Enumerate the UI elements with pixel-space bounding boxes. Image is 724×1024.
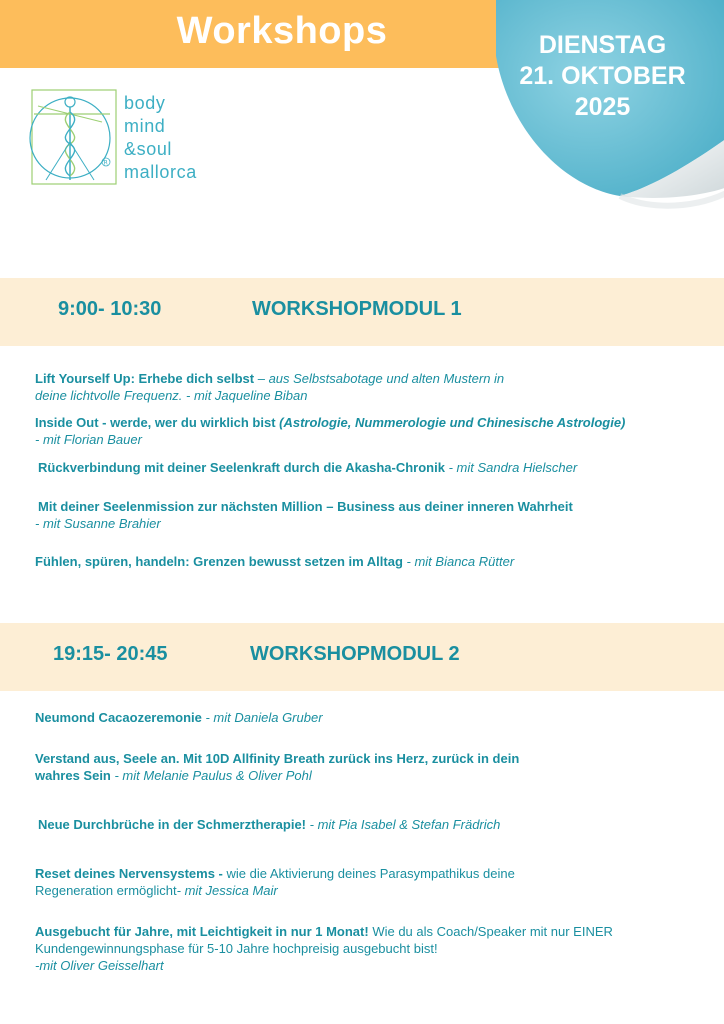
module2-session-2: Verstand aus, Seele an. Mit 10D Allfinity Breath zurück ins Herz, zurück in dein wahres Sein - mit Melanie Paulus & Oliver Pohl	[35, 751, 520, 783]
logo-line-2: mind	[124, 116, 166, 136]
module1-session-1: Lift Yourself Up: Erhebe dich selbst – aus Selbstsabotage und alten Mustern in deine lichtvolle Frequenz. - mit Jaqueline Biban	[35, 371, 505, 403]
logo-wordmark	[124, 92, 197, 184]
module1-session-2: Inside Out - werde, wer du wirklich bist (Astrologie, Nummerologie und Chinesische Astrologie) - mit Florian Bauer	[35, 415, 626, 447]
logo-line-1: body	[124, 93, 166, 113]
module1-session-3: Rückverbindung mit deiner Seelenkraft durch die Akasha-Chronik - mit Sandra Hielscher	[38, 460, 578, 475]
module2-session-1: Neumond Cacaozeremonie - mit Daniela Gruber	[35, 710, 323, 725]
logo-line-3: &soul	[124, 139, 173, 159]
module2-session-4: Reset deines Nervensystems - wie die Aktivierung deines Parasympathikus deine Regeneration ermöglicht- mit Jessica Mair	[35, 866, 515, 898]
module2-time: 19:15- 20:45	[53, 643, 168, 665]
module1-title: WORKSHOPMODUL 1	[252, 298, 462, 320]
module1-time: 9:00- 10:30	[58, 298, 162, 320]
page-title: Workshops	[176, 10, 388, 52]
module2-band	[0, 623, 724, 691]
date-badge	[500, 30, 705, 123]
svg-text:R: R	[103, 159, 108, 167]
module2-session-5: Ausgebucht für Jahre, mit Leichtigkeit in nur 1 Monat! Wie du als Coach/Speaker mit nur EINER Kundengewinnungsphase für 5-10 Jahre hochpreisig ausgebucht bist! -mit Oliver Geisselhart	[35, 924, 613, 973]
vitruvian-logo-icon	[24, 84, 120, 188]
logo-line-4: mallorca	[124, 162, 197, 182]
module1-band	[0, 278, 724, 346]
module2-session-3: Neue Durchbrüche in der Schmerztherapie! - mit Pia Isabel & Stefan Frädrich	[38, 817, 501, 832]
date-day: DIENSTAG	[538, 31, 667, 59]
logo	[24, 84, 224, 190]
date-date: 21. OKTOBER	[519, 62, 686, 90]
date-year: 2025	[574, 93, 631, 121]
module2-title: WORKSHOPMODUL 2	[250, 643, 460, 665]
module1-session-5: Fühlen, spüren, handeln: Grenzen bewusst setzen im Alltag - mit Bianca Rütter	[35, 554, 515, 569]
module1-session-4: Mit deiner Seelenmission zur nächsten Million – Business aus deiner inneren Wahrheit - mit Susanne Brahier	[35, 499, 573, 531]
